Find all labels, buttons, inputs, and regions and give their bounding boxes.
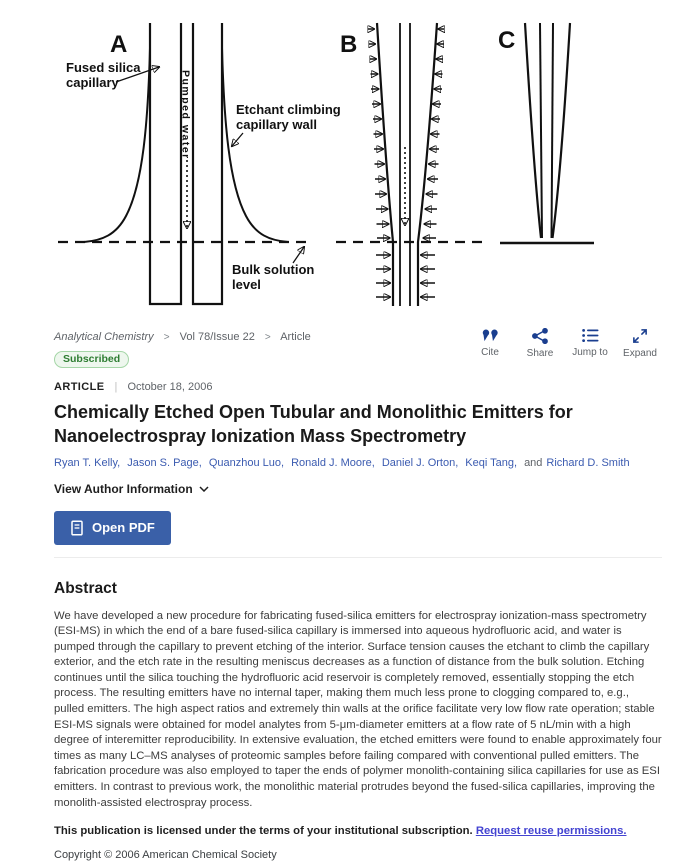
emitter-inner-right xyxy=(552,23,554,238)
breadcrumb-separator: > xyxy=(163,332,170,343)
abstract-text: We have developed a new procedure for fabricating fused-silica emitters for electrospray ionization-mass spectrometry (ESI-MS) in which the end of a bare fused-silica capillary is immersed into aqueous hydrofluoric acid, and water is pumped through the capillary to prevent etching of the interior. Surface tension causes the etchant to climb the capillary exterior, and the etch rate in the resulting meniscus decreases as a function of distance from the bulk solution. Etching continues until the silica touching the hydrofluoric acid reservoir is completely removed, essentially stopping the etch process. The resulting emitters have no internal taper, making them much less prone to clogging compared to, e.g., pulled emitters. The high aspect ratios and extremely thin walls at the orifice facilitate very low flow rate operation; stable ESI-MS signals were obtained for model analytes from 5-μm-diameter emitters at a flow rate of 5 nL/min with a high degree of interemitter reproducibility. In extensive evaluation, the etched emitters were found to enable approximately four times as many LC–MS analyses of proteomic samples before failing compared with conventional pulled emitters. The fabrication procedure was also employed to taper the ends of polymer monolith-containing silica capillaries for use as ESI emitters. In contrast to previous work, the monolithic material protrudes beyond the fused-silica capillaries, improving the monolith-assisted electrospray process. xyxy=(54,609,662,809)
breadcrumb-article: Article xyxy=(280,331,311,343)
jump-to-label: Jump to xyxy=(572,347,608,358)
author-link[interactable]: Quanzhou Luo, xyxy=(208,456,285,469)
emitter-outer-left xyxy=(525,23,541,238)
author-link[interactable]: Daniel J. Orton, xyxy=(381,456,459,469)
view-author-information[interactable] xyxy=(54,482,662,496)
bulk-solution-pointer xyxy=(293,247,304,263)
share-button[interactable] xyxy=(518,326,562,359)
section-divider xyxy=(54,557,662,558)
open-pdf-button[interactable] xyxy=(54,511,171,545)
article-kind-row xyxy=(54,381,662,393)
authors-and-word: and xyxy=(524,456,543,469)
panel-b-letter: B xyxy=(340,31,358,58)
fused-silica-label-1: Fused silica xyxy=(66,60,141,75)
etchant-arrows-right xyxy=(421,29,444,297)
bulk-solution-label-1: Bulk solution xyxy=(232,262,315,277)
capillary-right-wall xyxy=(193,23,222,304)
author-link[interactable]: Ronald J. Moore, xyxy=(291,456,375,469)
article-actions xyxy=(468,326,662,359)
emitter-outer-right xyxy=(553,23,571,238)
author-link[interactable]: Richard D. Smith xyxy=(546,456,630,469)
breadcrumb-issue[interactable]: Vol 78/Issue 22 xyxy=(179,331,255,343)
breadcrumb xyxy=(54,326,311,343)
author-list xyxy=(54,457,662,469)
expand-label: Expand xyxy=(623,348,657,359)
cite-label: Cite xyxy=(481,347,499,358)
etchant-pointer xyxy=(232,133,243,146)
etchant-label-2: capillary wall xyxy=(236,117,317,132)
share-label: Share xyxy=(526,348,554,359)
fused-silica-label-2: capillary xyxy=(66,75,119,90)
view-author-label: View Author Information xyxy=(54,481,193,496)
license-text: This publication is licensed under the terms of your institutional subscription. xyxy=(54,825,473,838)
panel-c-letter: C xyxy=(498,27,516,54)
chevron-down-icon xyxy=(199,486,209,492)
author-link[interactable]: Ryan T. Kelly, xyxy=(54,456,121,469)
breadcrumb-journal[interactable]: Analytical Chemistry xyxy=(54,331,154,343)
share-icon xyxy=(532,328,548,344)
author-link[interactable]: Keqi Tang, xyxy=(465,456,518,469)
publication-date: October 18, 2006 xyxy=(127,381,213,393)
cite-button[interactable] xyxy=(468,326,512,359)
abstract-heading: Abstract xyxy=(54,579,117,597)
panel-a-letter: A xyxy=(110,31,128,58)
figure-panel-b xyxy=(336,23,482,306)
bulk-solution-label-2: level xyxy=(232,277,261,292)
capillary-left-wall xyxy=(150,23,181,304)
open-pdf-label: Open PDF xyxy=(92,520,155,535)
expand-icon xyxy=(632,328,648,344)
subscribed-badge: Subscribed xyxy=(54,351,129,368)
figure-panel-a xyxy=(58,23,341,304)
copyright-notice: Copyright © 2006 American Chemical Society xyxy=(54,849,277,861)
pumped-water-label: Pumped water xyxy=(179,70,192,160)
breadcrumb-block xyxy=(54,326,311,368)
jump-to-button[interactable] xyxy=(568,326,612,359)
pdf-icon xyxy=(70,520,84,536)
jump-to-list-icon xyxy=(582,328,599,343)
author-link[interactable]: Jason S. Page, xyxy=(127,456,202,469)
license-statement xyxy=(54,825,662,837)
etchant-meniscus-right xyxy=(222,48,288,242)
emitter-inner-left xyxy=(540,23,542,238)
expand-button[interactable] xyxy=(618,326,662,359)
etched-emitter-figure xyxy=(40,4,660,320)
cite-quote-icon xyxy=(482,328,499,343)
etchant-label-1: Etchant climbing xyxy=(236,102,341,117)
article-title: Chemically Etched Open Tubular and Monolithic Emitters for Nanoelectrospray Ionization Mass Spectrometry xyxy=(54,402,573,446)
kind-date-separator: | xyxy=(114,381,118,393)
request-reuse-permissions-link[interactable]: Request reuse permissions. xyxy=(475,825,627,838)
figure-viewer[interactable] xyxy=(0,0,700,322)
figure-panel-c xyxy=(498,23,594,243)
article-kind: ARTICLE xyxy=(54,381,105,393)
breadcrumb-separator: > xyxy=(264,332,271,343)
